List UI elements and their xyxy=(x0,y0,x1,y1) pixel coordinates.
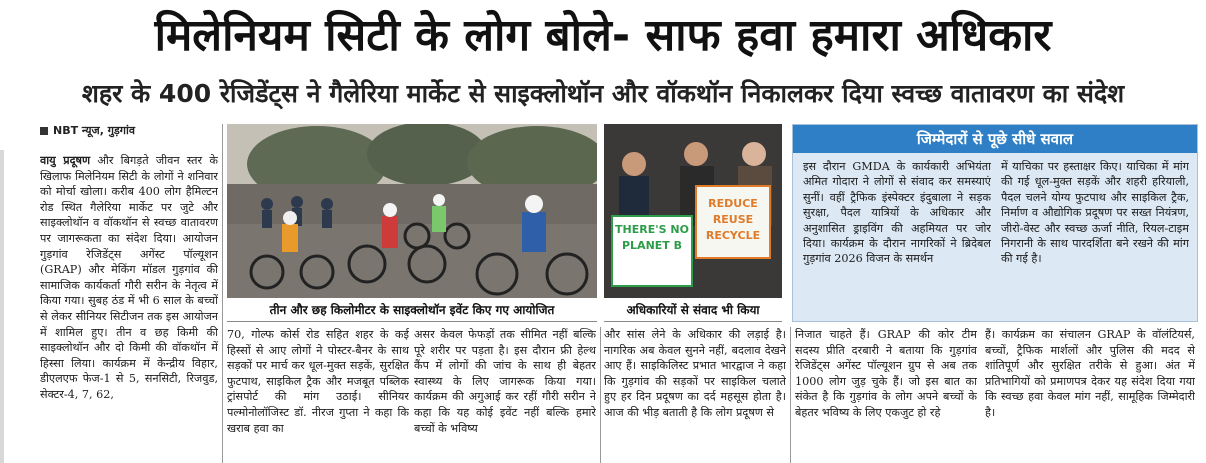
placard-no-planet-b: THERE'S NO PLANET B xyxy=(615,223,689,252)
officials-caption: अधिकारियों से संवाद भी किया xyxy=(604,300,782,322)
byline-bullet-icon xyxy=(40,127,48,135)
column-divider xyxy=(600,327,601,463)
sidebar-column-2: में याचिका पर हस्ताक्षर किए। याचिका में मांग की गई धूल-मुक्त सड़कें और शहरी हरियाली, पैदल चलने योग्य फुटपाथ और साइकिल ट्रैक, निर्माण व औद्योगिक प्रदूषण पर सख्त नियंत्रण, जीरो-वेस्ट और स्वच्छ ऊर्जा नीति, रियल-टाइम निगरानी के साथ पारदर्शिता बने रखने की मांग की गई है। xyxy=(1001,160,1189,266)
sidebar-columns xyxy=(793,153,1197,321)
body-column-4: और सांस लेने के अधिकार की लड़ाई है। नागरिक अब केवल सुनने नहीं, बदलाव देखने आए हैं। साइकिलिस्ट प्रभात भारद्वाज ने कहा कि गुड़गांव की सड़कों पर साइकिल चलाते हुए हर दिन प्रदूषण का दर्द महसूस होता है। आज की भीड़ बताती है कि लोग प्रदूषण से xyxy=(604,328,786,419)
sidebar-column-1: इस दौरान GMDA के कार्यकारी अभियंता अमित गोदारा ने लोगों से संवाद कर समस्याएं सुनीं। वहीं ट्रैफिक इंस्पेक्टर इंदुबाला ने सड़क सुरक्षा, पैदल यात्रियों के अधिकार और अनुशासित ड्राइविंग की अहमियत पर जोर दिया। कार्यक्रम के दौरान नागरिकों ने ब्रिदेबल गुड़गांव 2026 विजन के समर्थन xyxy=(803,160,991,266)
placard-reduce-reuse-recycle: REDUCE REUSE RECYCLE xyxy=(705,197,761,242)
cyclothon-photo xyxy=(227,124,597,298)
body-column-5: निजात चाहते हैं। GRAP की कोर टीम सदस्य प्रीति दरबारी ने बताया कि गुड़गांव रेजिडेंट्स अगेंस्ट पॉल्यूशन ग्रुप से अब तक 1000 लोग जुड़ चुके हैं। जो इस बात का संकेत है कि गुड़गांव के लोग अपने बच्चों के बेहतर भविष्य के लिए एकजुट हो रहे xyxy=(795,328,977,419)
body-column-1 xyxy=(40,153,218,463)
cyclothon-caption: तीन और छह किलोमीटर के साइक्लोथॉन इवेंट किए गए आयोजित xyxy=(227,300,597,322)
column-divider xyxy=(790,327,791,463)
headline: मिलेनियम सिटी के लोग बोले- साफ हवा हमारा अधिकार xyxy=(154,10,1052,61)
body-column-6: हैं। कार्यक्रम का संचालन GRAP के वॉलंटियर्स, बच्चों, ट्रैफिक मार्शलों और पुलिस की मदद से शांतिपूर्ण और सुरक्षित तरीके से हुआ। अंत में प्रतिभागियों को प्रमाणपत्र देकर यह संदेश दिया गया कि स्वच्छ हवा केवल मांग नहीं, सामूहिक जिम्मेदारी है। xyxy=(985,328,1195,419)
cyclothon-illustration xyxy=(227,124,597,298)
byline xyxy=(40,122,135,140)
column-divider xyxy=(222,124,223,463)
subheadline: शहर के 400 रेजिडेंट्स ने गैलेरिया मार्केट से साइक्लोथॉन और वॉकथॉन निकालकर दिया स्वच्छ वातावरण का संदेश xyxy=(81,79,1125,108)
body-column-2: 70, गोल्फ कोर्स रोड सहित शहर के कई हिस्सों से आए लोगों ने पोस्टर-बैनर के साथ सड़कों पर मार्च कर धूल-मुक्त सड़कें, सुरक्षित फुटपाथ, साइकिल ट्रैक और मजबूत पब्लिक ट्रांसपोर्ट की मांग उठाई। सीनियर पल्मोनोलॉजिस्ट डॉ. नीरज गुप्ता ने कहा कि खराब हवा का xyxy=(227,328,409,435)
page-edge-strip xyxy=(0,150,4,463)
byline-text: NBT न्यूज, गुड़गांव xyxy=(53,124,135,137)
sidebar-title: जिम्मेदारों से पूछे सीधे सवाल xyxy=(793,125,1197,153)
body-column-3: असर केवल फेफड़ों तक सीमित नहीं बल्कि पूरे शरीर पर पड़ता है। इस दौरान फ्री हेल्थ कैंप में लोगों की जांच के साथ ही बेहतर स्वास्थ्य के लिए जागरूक किया गया। कार्यक्रम की अगुआई कर रहीं गौरी सरीन ने कहा कि यह कोई इवेंट नहीं बल्कि हमारे बच्चों के भविष्य xyxy=(414,328,596,435)
lead-in: वायु प्रदूषण xyxy=(40,153,91,167)
sidebar-box xyxy=(792,124,1198,322)
officials-photo xyxy=(604,124,782,298)
body-column-1-text: और बिगड़ते जीवन स्तर के खिलाफ मिलेनियम सिटी के लोगों ने शनिवार को मोर्चा खोला। करीब 400 लोग हैमिल्टन रोड स्थित गैलेरिया मार्केट पर जुटे और साइक्लोथॉन व वॉकथॉन से स्वच्छ वातावरण पर जागरूकता का संदेश दिया। आयोजन गुड़गांव रेजिडेंट्स अगेंस्ट पॉल्यूशन (GRAP) और मेकिंग मॉडल गुड़गांव की सामाजिक कार्यकर्ता गौरी सरीन के नेतृत्व में किया गया। सुबह ठंड में भी 6 साल के बच्चों से लेकर सीनियर सिटीजन तक इस आयोजन में शामिल हुए। तीन व छह किमी की साइक्लोथॉन और दो किमी की वॉकथॉन में हिस्सा लिया। कार्यक्रम में केन्द्रीय विहार, डीएलएफ फेज-1 से 5, सनसिटी, रिजवुड, सेक्टर-4, 7, 62, xyxy=(40,154,218,401)
